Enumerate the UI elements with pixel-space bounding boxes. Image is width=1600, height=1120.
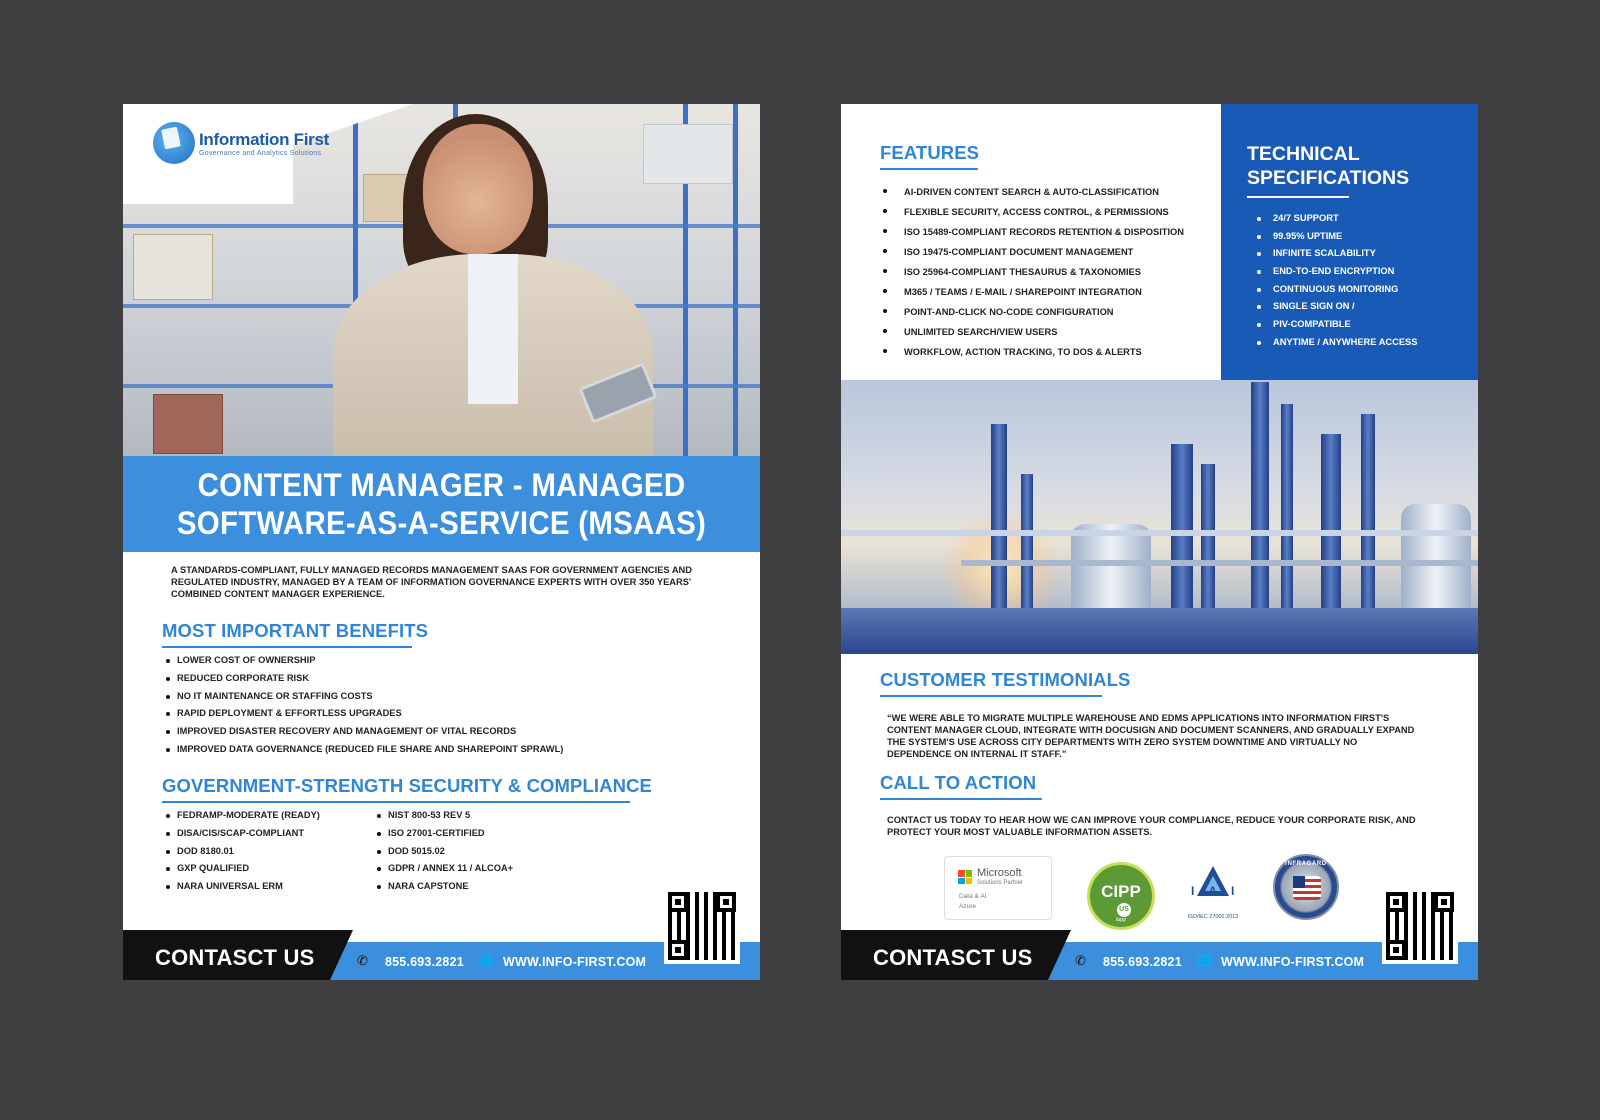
qr-code-icon[interactable] <box>664 888 740 964</box>
ms-line1: Data & AI <box>959 893 987 900</box>
infragard-badge <box>1273 854 1339 920</box>
tech-heading-line-1: TECHNICAL <box>1247 143 1360 165</box>
list-item: NIST 800-53 REV 5 <box>374 807 513 825</box>
technical-specifications-panel <box>1221 104 1478 380</box>
microsoft-partner-badge <box>944 856 1052 920</box>
list-item: 99.95% UPTIME <box>1247 228 1417 246</box>
testimonial-quote: “WE WERE ABLE TO MIGRATE MULTIPLE WAREHOUSE AND EDMS APPLICATIONS INTO INFORMATION FIRST'S CONTENT MANAGER CLOUD, INTEGRATE WITH DOCUSIGN AND DOCUMENT SCANNERS, AND GRADUALLY EXPAND THE SYSTEM'S USE ACROSS CITY DEPARTMENTS WITH ZERO SYSTEM DOWNTIME AND VIRTUALLY NO DEPENDENCE ON INTERNAL IT STAFF.” <box>887 713 1415 759</box>
footer-contact-label: CONTASCT US <box>155 945 315 970</box>
list-item: LOWER COST OF OWNERSHIP <box>163 652 563 670</box>
footer-phone[interactable]: 855.693.2821 <box>385 955 464 969</box>
features-list <box>880 182 1184 362</box>
logo-name: Information First <box>199 129 329 149</box>
list-item: GDPR / ANNEX 11 / ALCOA+ <box>374 860 513 878</box>
tech-list <box>1247 210 1417 352</box>
list-item: UNLIMITED SEARCH/VIEW USERS <box>880 322 1184 342</box>
list-item: SINGLE SIGN ON / <box>1247 298 1417 316</box>
iai-iso: ISO/IEC 27001:2013 <box>1187 914 1239 920</box>
flag-icon <box>1293 876 1321 900</box>
list-item: FLEXIBLE SECURITY, ACCESS CONTROL, & PERMISSIONS <box>880 202 1184 222</box>
list-item: ANYTIME / ANYWHERE ACCESS <box>1247 334 1417 352</box>
list-item: M365 / TEAMS / E-MAIL / SHAREPOINT INTEGRATION <box>880 282 1184 302</box>
list-item: GXP QUALIFIED <box>163 860 320 878</box>
list-item: NO IT MAINTENANCE OR STAFFING COSTS <box>163 688 563 706</box>
features-rule <box>880 168 978 170</box>
list-item: DOD 5015.02 <box>374 843 513 861</box>
list-item: END-TO-END ENCRYPTION <box>1247 263 1417 281</box>
list-item: NARA CAPSTONE <box>374 878 513 896</box>
security-list-col1 <box>163 807 320 896</box>
list-item: FEDRAMP-MODERATE (READY) <box>163 807 320 825</box>
testimonials-rule <box>880 695 1102 697</box>
footer-website[interactable]: WWW.INFO-FIRST.COM <box>503 955 647 969</box>
iai-iso-badge <box>1181 862 1249 932</box>
ms-line2: Azure <box>959 903 976 910</box>
footer-contact-label: CONTASCT US <box>873 945 1033 970</box>
phone-icon: ✆ <box>357 953 368 968</box>
infragard-text: INFRAGARD <box>1285 861 1327 867</box>
microsoft-logo-icon <box>958 870 972 884</box>
list-item: ISO 15489-COMPLIANT RECORDS RETENTION & DISPOSITION <box>880 222 1184 242</box>
list-item: 24/7 SUPPORT <box>1247 210 1417 228</box>
industrial-plant-photo <box>841 380 1478 654</box>
title-band <box>123 456 760 552</box>
list-item: CONTINUOUS MONITORING <box>1247 281 1417 299</box>
benefits-rule <box>162 646 412 648</box>
list-item: WORKFLOW, ACTION TRACKING, TO DOS & ALERTS <box>880 342 1184 362</box>
qr-code-icon[interactable] <box>1382 888 1458 964</box>
phone-icon: ✆ <box>1075 953 1086 968</box>
list-item: ISO 19475-COMPLIANT DOCUMENT MANAGEMENT <box>880 242 1184 262</box>
list-item: REDUCED CORPORATE RISK <box>163 670 563 688</box>
intro-paragraph: A STANDARDS-COMPLIANT, FULLY MANAGED RECORDS MANAGEMENT SAAS FOR GOVERNMENT AGENCIES AND REGULATED INDUSTRY, MANAGED BY A TEAM OF INFORMATION GOVERNANCE EXPERTS WITH OVER 350 YEARS' COMBINED CONTENT MANAGER EXPERIENCE. <box>171 565 692 599</box>
cipp-iapp: iapp <box>1115 917 1127 923</box>
benefits-list <box>163 652 563 759</box>
list-item: ISO 27001-CERTIFIED <box>374 825 513 843</box>
tech-rule <box>1247 196 1349 198</box>
hero-photo <box>123 104 760 456</box>
tech-heading <box>1247 142 1409 190</box>
list-item: POINT-AND-CLICK NO-CODE CONFIGURATION <box>880 302 1184 322</box>
tech-heading-line-2: SPECIFICATIONS <box>1247 167 1410 189</box>
list-item: RAPID DEPLOYMENT & EFFORTLESS UPGRADES <box>163 705 563 723</box>
list-item: INFINITE SCALABILITY <box>1247 245 1417 263</box>
security-heading: GOVERNMENT-STRENGTH SECURITY & COMPLIANCE <box>162 775 652 796</box>
features-heading: FEATURES <box>880 142 980 163</box>
list-item: AI-DRIVEN CONTENT SEARCH & AUTO-CLASSIFICATION <box>880 182 1184 202</box>
footer-phone[interactable]: 855.693.2821 <box>1103 955 1182 969</box>
ms-name: Microsoft <box>977 867 1022 879</box>
list-item: PIV-COMPATIBLE <box>1247 316 1417 334</box>
logo-globe-icon <box>153 122 195 164</box>
security-rule <box>162 801 630 803</box>
brochure-page-front <box>123 104 760 980</box>
security-list-col2 <box>374 807 513 896</box>
list-item: DISA/CIS/SCAP-COMPLIANT <box>163 825 320 843</box>
cipp-us: US <box>1117 903 1131 917</box>
footer-website[interactable]: WWW.INFO-FIRST.COM <box>1221 955 1365 969</box>
benefits-heading: MOST IMPORTANT BENEFITS <box>162 620 429 641</box>
testimonials-heading: CUSTOMER TESTIMONIALS <box>880 669 1131 690</box>
list-item: NARA UNIVERSAL ERM <box>163 878 320 896</box>
title-line-1: CONTENT MANAGER - MANAGED <box>197 467 686 503</box>
list-item: ISO 25964-COMPLIANT THESAURUS & TAXONOMIES <box>880 262 1184 282</box>
iai-letters: IAI <box>1191 884 1249 898</box>
cipp-us-badge <box>1087 862 1155 930</box>
list-item: IMPROVED DATA GOVERNANCE (REDUCED FILE SHARE AND SHAREPOINT SPRAWL) <box>163 741 563 759</box>
list-item: IMPROVED DISASTER RECOVERY AND MANAGEMENT OF VITAL RECORDS <box>163 723 563 741</box>
company-logo <box>153 122 329 164</box>
logo-tagline: Governance and Analytics Solutions <box>199 149 322 157</box>
ms-partner: Solutions Partner <box>977 880 1024 886</box>
globe-icon: 🌐 <box>1196 953 1213 968</box>
cta-rule <box>880 798 1042 800</box>
list-item: DOD 8180.01 <box>163 843 320 861</box>
globe-icon: 🌐 <box>478 953 495 968</box>
cipp-word: CIPP <box>1101 882 1141 901</box>
brochure-page-back <box>841 104 1478 980</box>
title-line-2: SOFTWARE-AS-A-SERVICE (MSAAS) <box>176 505 707 541</box>
cta-heading: CALL TO ACTION <box>880 772 1037 793</box>
cta-text: CONTACT US TODAY TO HEAR HOW WE CAN IMPROVE YOUR COMPLIANCE, REDUCE YOUR CORPORATE RISK, AND PROTECT YOUR MOST VALUABLE INFORMATION ASSETS. <box>887 815 1416 837</box>
